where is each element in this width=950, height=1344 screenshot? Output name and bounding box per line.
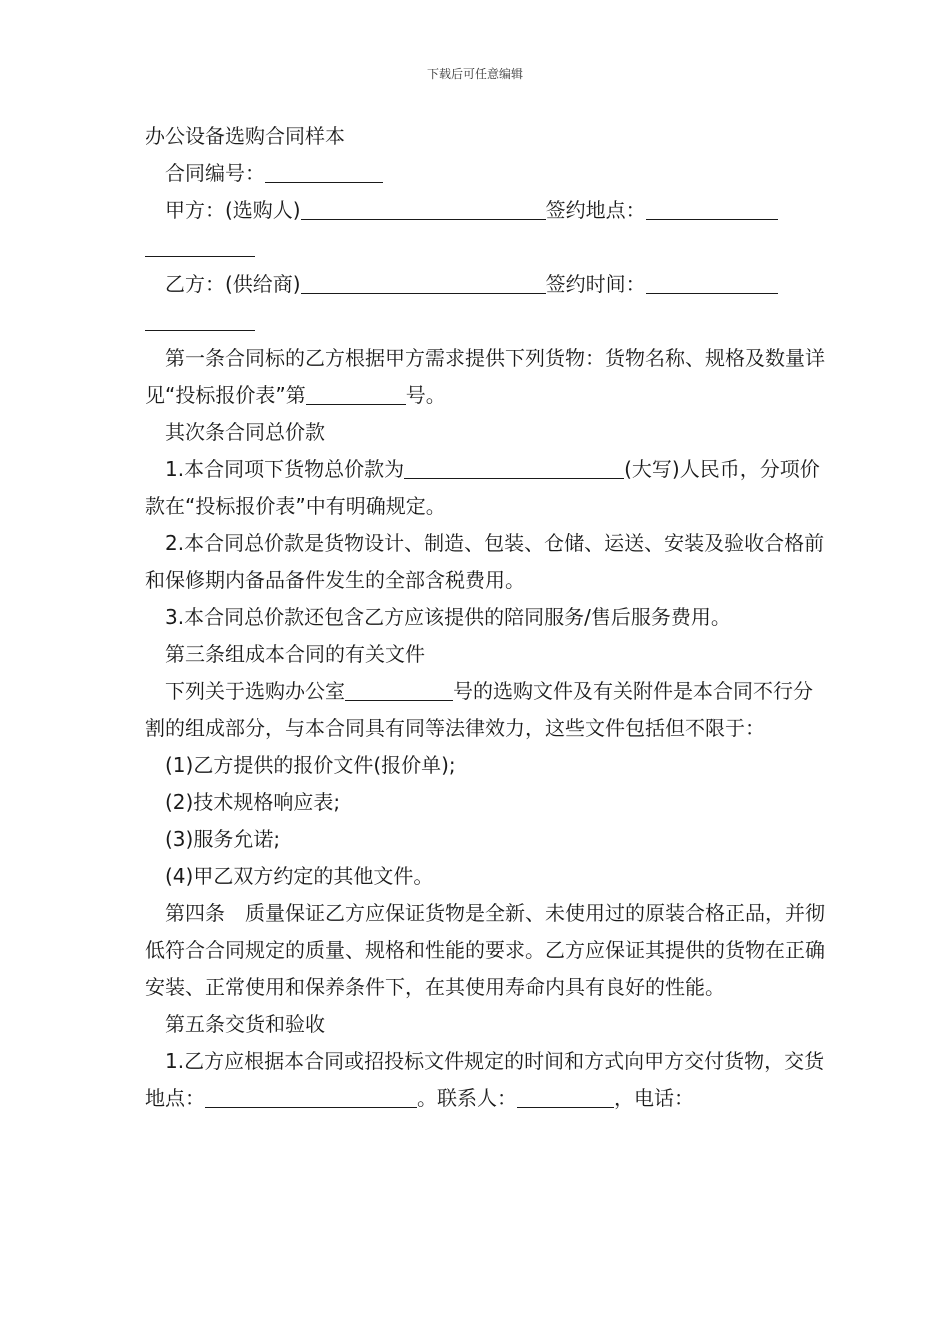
article-2-clause-3: 3.本合同总价款还包含乙方应该提供的陪同服务/售后服务费用。	[165, 605, 731, 629]
delivery-place-label: 1.乙方应根据本合同或招投标文件规定的时间和方式向甲方交付货物，交货地点：	[145, 1049, 825, 1110]
article-1	[145, 340, 825, 414]
total-price-text: (大写)人民币，分项价款在“投标报价表”中有明确规定。	[145, 457, 820, 518]
phone-label: ，电话：	[614, 1086, 694, 1110]
party-a-label: 甲方：(选购人)	[165, 198, 301, 222]
article-5-clause-1	[145, 1043, 825, 1117]
article-2-clause-2: 2.本合同总价款是货物设计、制造、包装、仓储、运送、安装及验收合格前和保修期内备品备件发生的全部含税费用。	[145, 531, 825, 592]
list-item: (2)技术规格响应表;	[165, 790, 341, 814]
article-3-title: 第三条组成本合同的有关文件	[165, 642, 425, 666]
party-a-blank	[301, 197, 546, 220]
article-1-end: 号。	[405, 383, 446, 407]
article-5-title: 第五条交货和验收	[165, 1012, 325, 1036]
article-2-clause-1	[145, 451, 825, 525]
delivery-place-blank	[205, 1085, 417, 1108]
list-item: (4)甲乙双方约定的其他文件。	[165, 864, 434, 888]
procurement-office-label: 下列关于选购办公室	[165, 679, 345, 703]
party-b-line	[145, 266, 825, 303]
list-item: (3)服务允诺;	[165, 827, 281, 851]
sign-place-continuation	[145, 229, 825, 266]
sign-time-blank-2	[145, 308, 255, 331]
document-title: 办公设备选购合同样本	[145, 124, 345, 148]
sign-place-label: 签约地点：	[545, 198, 646, 222]
party-b-blank	[301, 271, 546, 294]
article-1-text: 第一条合同标的乙方根据甲方需求提供下列货物：货物名称、规格及数量详见“投标报价表”第	[145, 346, 825, 407]
article-3-body	[145, 673, 825, 747]
total-price-blank	[404, 456, 624, 479]
contract-number-line	[145, 155, 825, 192]
sign-place-blank-1	[646, 197, 778, 220]
bid-sheet-number-blank	[306, 382, 406, 405]
party-a-line	[145, 192, 825, 229]
total-price-label: 1.本合同项下货物总价款为	[165, 457, 405, 481]
contract-number-blank	[265, 160, 383, 183]
sign-time-continuation	[145, 303, 825, 340]
contact-person-label: 。联系人：	[417, 1086, 517, 1110]
sign-time-blank-1	[646, 271, 778, 294]
party-b-label: 乙方：(供给商)	[165, 272, 301, 296]
sign-place-blank-2	[145, 234, 255, 257]
article-3-text: 号的选购文件及有关附件是本合同不行分割的组成部分，与本合同具有同等法律效力，这些文件包括但不限于：	[145, 679, 813, 740]
contact-person-blank	[517, 1085, 614, 1108]
article-2-title: 其次条合同总价款	[165, 420, 325, 444]
list-item: (1)乙方提供的报价文件(报价单);	[165, 753, 456, 777]
procurement-number-blank	[345, 678, 453, 701]
contract-number-label: 合同编号：	[165, 161, 265, 185]
article-4: 第四条 质量保证乙方应保证货物是全新、未使用过的原装合格正品，并彻低符合合同规定的质量、规格和性能的要求。乙方应保证其提供的货物在正确安装、正常使用和保养条件下，在其使用寿命内具有良好的性能。	[145, 901, 825, 999]
page-header-note: 下载后可任意编辑	[426, 67, 523, 81]
sign-time-label: 签约时间：	[545, 272, 646, 296]
contract-body	[145, 118, 825, 1117]
